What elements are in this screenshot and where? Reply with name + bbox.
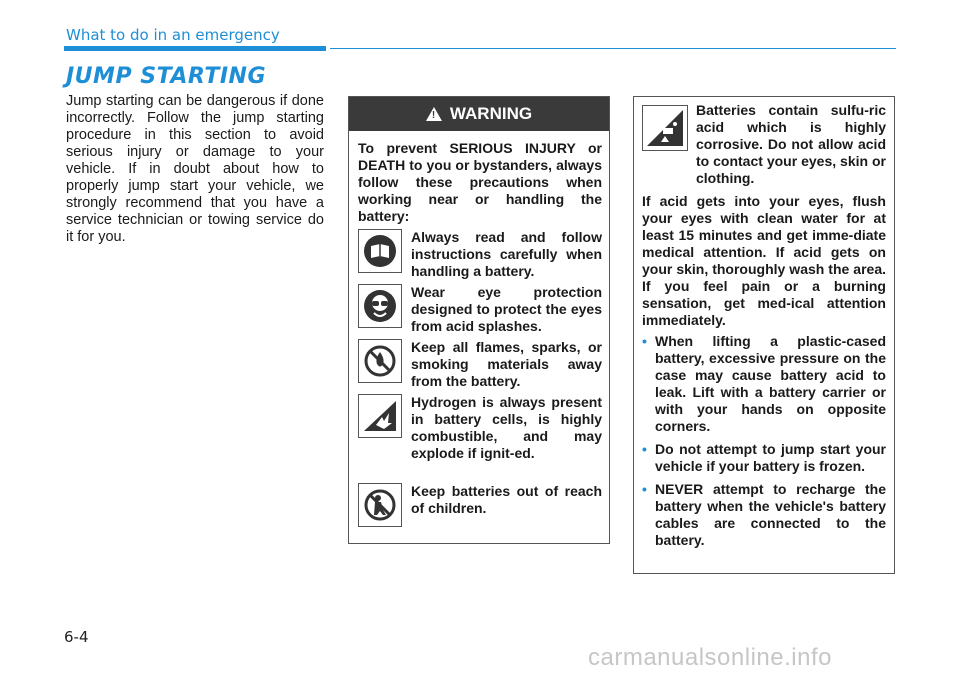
no-flames-icon — [358, 339, 402, 383]
warning-item-text: Keep all flames, sparks, or smoking materials away from the battery. — [411, 339, 602, 389]
keep-from-children-icon — [358, 483, 402, 527]
warning-item — [358, 284, 602, 335]
warning-title: WARNING — [449, 104, 533, 123]
page-number: 6-4 — [64, 628, 89, 646]
warning-item-text: Hydrogen is always present in battery cells, is highly combustible, and may explode if ignit-ed. — [411, 394, 602, 461]
explosion-hazard-icon — [358, 394, 402, 438]
manual-book-icon — [358, 229, 402, 273]
list-item — [642, 333, 886, 435]
list-item — [642, 441, 886, 475]
warning-item — [358, 483, 602, 517]
warning-triangle-icon: ! — [426, 107, 442, 121]
warning-item-text: Wear eye protection designed to protect the eyes from acid splashes. — [411, 284, 602, 334]
page-heading: JUMP STARTING — [66, 64, 267, 89]
warning-item — [358, 229, 602, 280]
bullet-list — [642, 333, 886, 555]
bullet-text: Do not attempt to jump start your vehicle if your battery is frozen. — [655, 441, 886, 474]
warning-item — [358, 394, 602, 462]
eye-protection-icon — [358, 284, 402, 328]
bullet-dot: • — [642, 441, 647, 457]
intro-paragraph: Jump starting can be dangerous if done incorrectly. Follow the jump starting procedure in this section to avoid serious injury or damage to your vehicle. If in doubt about how to properly jump start your vehicle, we strongly recommend that you have a service technician or towing service do it for you. — [66, 93, 324, 245]
acid-flush-text: If acid gets into your eyes, flush your eyes with clean water for at least 15 minutes and get imme-diate medical attention. If acid gets on your skin, thoroughly wash the area. If you feel pain or a burning sensation, get med-ical attention immediately. — [642, 193, 886, 328]
warning-item-text: Keep batteries out of reach of children. — [411, 483, 602, 516]
bullet-text: NEVER attempt to recharge the battery when the vehicle's battery cables are connected to the battery. — [655, 481, 886, 548]
bullet-dot: • — [642, 481, 647, 497]
warning-intro: To prevent SERIOUS INJURY or DEATH to you or bystanders, always follow these precautions when working near or handling the battery: — [358, 140, 602, 224]
warning-item — [358, 339, 602, 390]
watermark: carmanualsonline.info — [588, 644, 832, 671]
header-rule-thin — [330, 48, 896, 49]
bullet-text: When lifting a plastic-cased battery, excessive pressure on the case may cause battery acid to leak. Lift with a battery carrier or with your hands on opposite corners. — [655, 333, 886, 434]
bullet-dot: • — [642, 333, 647, 349]
header-rule-thick — [64, 46, 326, 51]
corrosive-acid-icon — [642, 105, 688, 151]
list-item — [642, 481, 886, 549]
warning-header — [349, 97, 609, 131]
acid-warning-text: Batteries contain sulfu-ric acid which is highly corrosive. Do not allow acid to contact your eyes, skin or clothing. — [696, 102, 886, 186]
warning-item-text: Always read and follow instructions carefully when handling a battery. — [411, 229, 602, 279]
section-title: What to do in an emergency — [66, 26, 280, 44]
